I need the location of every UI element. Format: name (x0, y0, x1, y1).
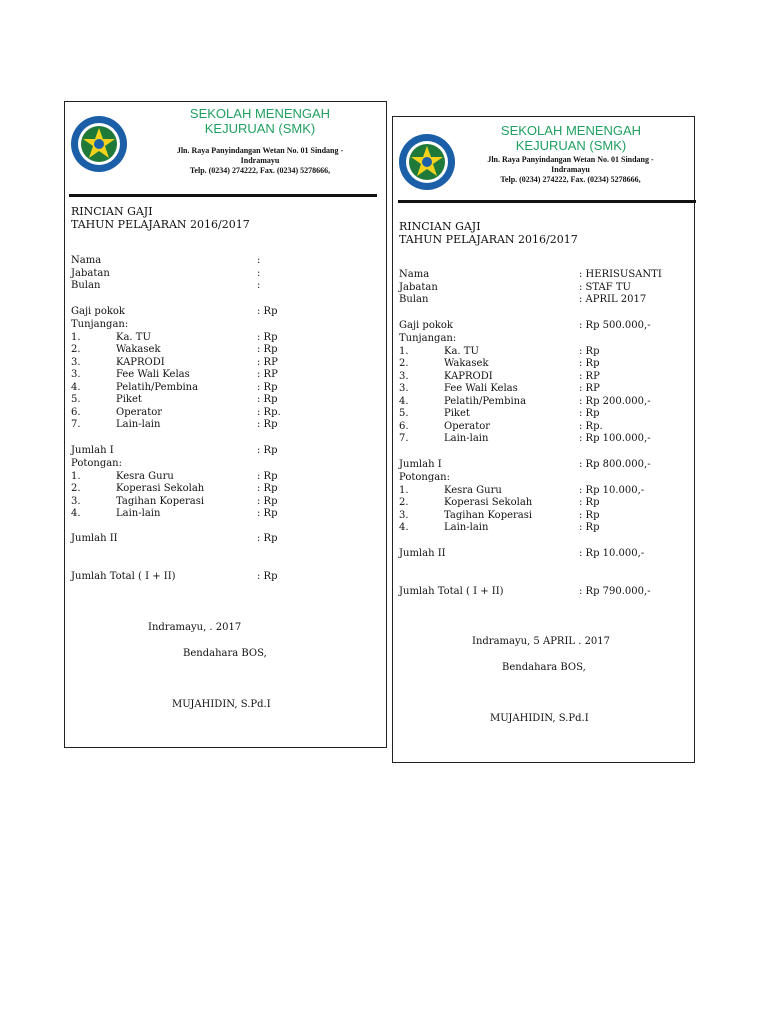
row-value: : Rp (257, 571, 278, 582)
school-name-line1: SEKOLAH MENENGAH (500, 123, 642, 138)
row-value: : RP (257, 357, 278, 368)
row-label: 1. (399, 485, 409, 496)
row-label: Jumlah I (399, 459, 442, 470)
row-label: 2. (399, 358, 409, 369)
row-item: Koperasi Sekolah (116, 483, 205, 494)
row-label: Jabatan (399, 282, 438, 293)
row-value: : Rp (579, 497, 600, 508)
row-label: Bulan (399, 294, 429, 305)
row-label: Nama (71, 255, 102, 266)
row-label: 5. (399, 408, 409, 419)
row-value: : Rp (257, 394, 278, 405)
row-item: Wakasek (116, 344, 161, 355)
row-value: : APRIL 2017 (579, 294, 647, 305)
row-item: Wakasek (444, 358, 489, 369)
row-value: : RP (579, 383, 600, 394)
row-item: Fee Wali Kelas (116, 369, 190, 380)
row-label: 6. (71, 407, 81, 418)
row-label: Jabatan (71, 268, 110, 279)
signer-role: Bendahara BOS, (183, 648, 267, 659)
row-label: Tunjangan: (399, 333, 457, 344)
row-label: Jumlah II (71, 533, 118, 544)
school-address (145, 146, 375, 176)
school-logo-icon (398, 133, 456, 191)
row-item: Lain-lain (116, 419, 161, 430)
row-label: 3. (399, 383, 409, 394)
row-item: Kesra Guru (116, 471, 174, 482)
salary-slip-filled (392, 116, 695, 763)
slip-title-line1: RINCIAN GAJI (71, 205, 153, 218)
row-value: : (257, 268, 261, 279)
school-name-line2: KEJURUAN (SMK) (204, 121, 316, 136)
row-item: Koperasi Sekolah (444, 497, 533, 508)
row-value: : Rp (257, 483, 278, 494)
salary-slip-blank (64, 101, 387, 748)
place-date: Indramayu, 5 APRIL . 2017 (472, 636, 611, 647)
school-address (458, 155, 683, 185)
row-label: 4. (71, 508, 81, 519)
slip-title-line2: TAHUN PELAJARAN 2016/2017 (399, 232, 578, 246)
row-value: : Rp (257, 445, 278, 456)
row-label: 2. (71, 344, 81, 355)
row-value: : Rp (257, 332, 278, 343)
row-label: 4. (399, 396, 409, 407)
slip-title-line1: RINCIAN GAJI (399, 220, 481, 233)
slip-title-line2: TAHUN PELAJARAN 2016/2017 (71, 217, 250, 231)
row-label: 2. (399, 497, 409, 508)
row-value: : Rp (257, 508, 278, 519)
row-item: Pelatih/Pembina (116, 382, 199, 393)
place-date: Indramayu, . 2017 (148, 622, 242, 633)
row-label: 5. (71, 394, 81, 405)
school-name (473, 123, 669, 153)
slip-title (71, 206, 250, 231)
row-item: KAPRODI (444, 371, 493, 382)
row-value: : (257, 280, 261, 291)
row-value: : Rp 10.000,- (579, 485, 645, 496)
row-label: 3. (399, 371, 409, 382)
row-label: 3. (71, 369, 81, 380)
row-value: : Rp 800.000,- (579, 459, 651, 470)
address-line2: Indramayu (240, 156, 280, 165)
row-item: KAPRODI (116, 357, 165, 368)
row-value: : Rp. (579, 421, 603, 432)
row-label: Jumlah II (399, 548, 446, 559)
row-label: Jumlah Total ( I + II) (71, 571, 176, 582)
row-value: : Rp 500.000,- (579, 320, 651, 331)
school-name-line2: KEJURUAN (SMK) (515, 138, 627, 153)
row-value: : Rp (579, 358, 600, 369)
row-label: 7. (399, 433, 409, 444)
row-value: : Rp. (257, 407, 281, 418)
school-name (150, 106, 370, 136)
row-label: 3. (71, 357, 81, 368)
row-label: 6. (399, 421, 409, 432)
header-divider (398, 200, 696, 203)
row-item: Lain-lain (444, 433, 489, 444)
row-item: Operator (116, 407, 163, 418)
row-item: Tagihan Koperasi (116, 496, 205, 507)
row-label: Tunjangan: (71, 319, 129, 330)
header-divider (69, 194, 377, 197)
row-value: : Rp (257, 419, 278, 430)
row-value: : STAF TU (579, 282, 631, 293)
signer-role: Bendahara BOS, (502, 662, 586, 673)
row-label: 7. (71, 419, 81, 430)
address-line1: Jln. Raya Panyindangan Wetan No. 01 Sindang - (487, 155, 654, 164)
row-item: Pelatih/Pembina (444, 396, 527, 407)
row-label: Potongan: (71, 458, 122, 469)
row-item: Ka. TU (116, 332, 151, 343)
row-value: : Rp (579, 522, 600, 533)
row-item: Kesra Guru (444, 485, 502, 496)
row-value: : (257, 255, 261, 266)
row-item: Tagihan Koperasi (444, 510, 533, 521)
row-label: 1. (71, 471, 81, 482)
row-value: : Rp (579, 510, 600, 521)
row-item: Ka. TU (444, 346, 479, 357)
row-value: : Rp (257, 344, 278, 355)
row-label: 4. (399, 522, 409, 533)
row-value: : Rp 790.000,- (579, 586, 651, 597)
address-line2: Indramayu (551, 165, 590, 174)
slip-title (399, 221, 578, 246)
row-value: : Rp (257, 533, 278, 544)
row-label: Gaji pokok (399, 320, 453, 331)
row-value: : Rp (257, 471, 278, 482)
row-label: Bulan (71, 280, 101, 291)
signer-name: MUJAHIDIN, S.Pd.I (172, 699, 271, 710)
row-label: 4. (71, 382, 81, 393)
row-value: : Rp (257, 496, 278, 507)
address-line3: Telp. (0234) 274222, Fax. (0234) 5278666, (189, 166, 331, 175)
row-item: Piket (444, 408, 470, 419)
row-item: Lain-lain (444, 522, 489, 533)
row-label: 1. (399, 346, 409, 357)
row-item: Lain-lain (116, 508, 161, 519)
row-item: Piket (116, 394, 142, 405)
row-label: 3. (71, 496, 81, 507)
row-label: Jumlah I (71, 445, 114, 456)
row-value: : Rp 200.000,- (579, 396, 651, 407)
address-line1: Jln. Raya Panyindangan Wetan No. 01 Sindang - (176, 146, 344, 155)
row-item: Operator (444, 421, 491, 432)
row-value: : HERISUSANTI (579, 269, 662, 280)
row-value: : RP (579, 371, 600, 382)
row-value: : Rp (257, 306, 278, 317)
row-value: : Rp (579, 346, 600, 357)
row-value: : Rp (257, 382, 278, 393)
row-label: Nama (399, 269, 430, 280)
row-item: Fee Wali Kelas (444, 383, 518, 394)
row-label: Potongan: (399, 472, 450, 483)
row-label: 3. (399, 510, 409, 521)
row-value: : Rp 10.000,- (579, 548, 645, 559)
row-value: : RP (257, 369, 278, 380)
address-line3: Telp. (0234) 274222, Fax. (0234) 5278666, (500, 175, 641, 184)
school-name-line1: SEKOLAH MENENGAH (189, 106, 331, 121)
row-value: : Rp (579, 408, 600, 419)
school-logo-icon (70, 115, 128, 173)
row-label: Jumlah Total ( I + II) (399, 586, 504, 597)
signer-name: MUJAHIDIN, S.Pd.I (490, 713, 589, 724)
row-label: 1. (71, 332, 81, 343)
row-label: Gaji pokok (71, 306, 125, 317)
row-value: : Rp 100.000,- (579, 433, 651, 444)
row-label: 2. (71, 483, 81, 494)
